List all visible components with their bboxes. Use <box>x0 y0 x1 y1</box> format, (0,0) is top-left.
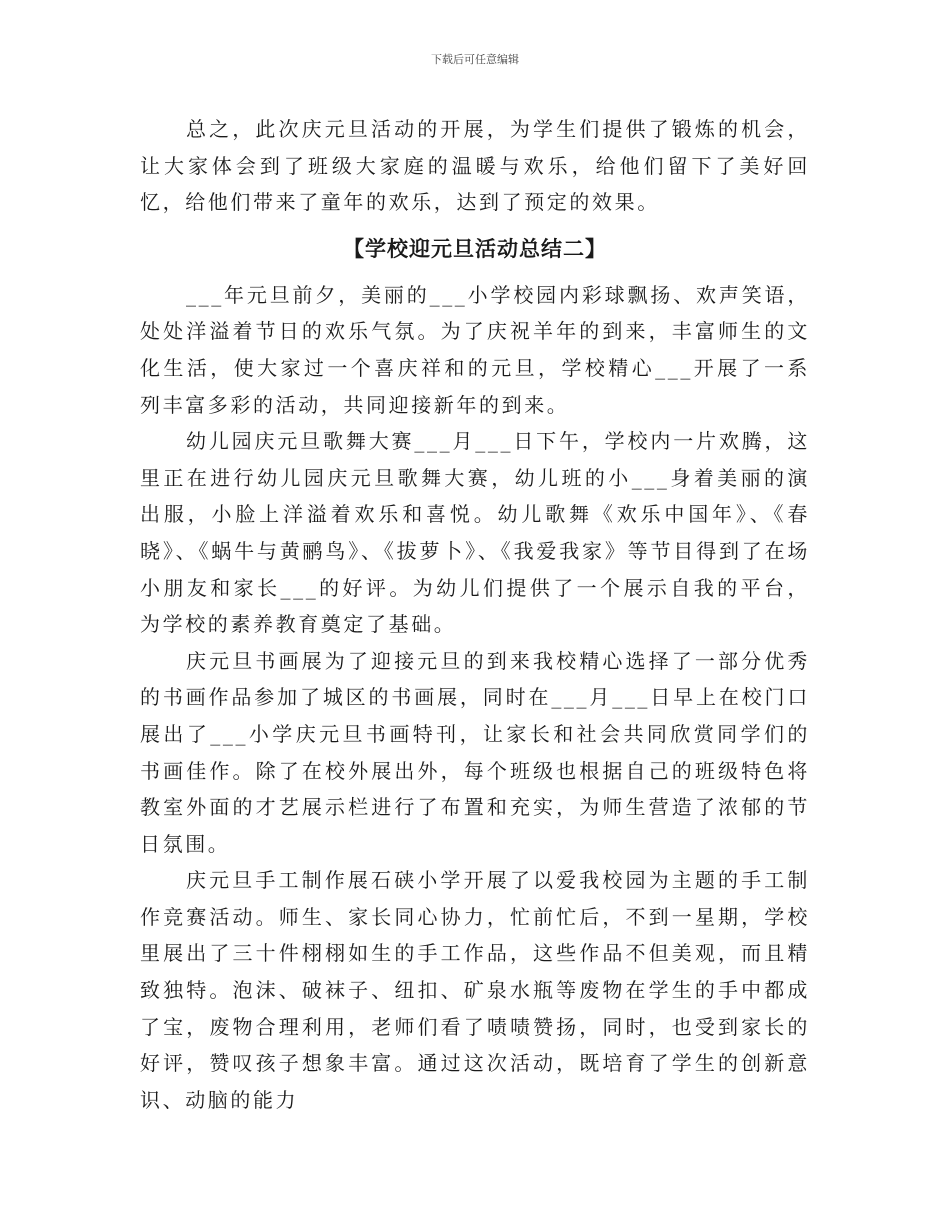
document-body <box>140 111 810 1118</box>
section-heading: 【学校迎元旦活动总结二】 <box>343 236 607 261</box>
paragraph-calligraphy-exhibition: 庆元旦书画展为了迎接元旦的到来我校精心选择了一部分优秀的书画作品参加了城区的书画展，同时在___月___日早上在校门口展出了___小学庆元旦书画特刊，让家长和社会共同欣赏同学们的书画佳作。除了在校外展出外，每个班级也根据自己的班级特色将教室外面的才艺展示栏进行了布置和充实，为师生营造了浓郁的节日氛围。 <box>140 648 810 856</box>
page-header: 下载后可任意编辑 <box>431 53 519 66</box>
paragraph-handicraft-exhibition: 庆元旦手工制作展石硖小学开展了以爱我校园为主题的手工制作竞赛活动。师生、家长同心协力，忙前忙后，不到一星期，学校里展出了三十件栩栩如生的手工作品，这些作品不但美观，而且精致独特。泡沫、破袜子、纽扣、矿泉水瓶等废物在学生的手中都成了宝，废物合理利用，老师们看了啧啧赞扬，同时，也受到家长的好评，赞叹孩子想象丰富。通过这次活动，既培育了学生的创新意识、动脑的能力 <box>140 868 810 1112</box>
paragraph-dance-contest: 幼儿园庆元旦歌舞大赛___月___日下午，学校内一片欢腾，这里正在进行幼儿园庆元旦歌舞大赛，幼儿班的小___身着美丽的演出服，小脸上洋溢着欢乐和喜悦。幼儿歌舞《欢乐中国年》、《春晓》、《蜗牛与黄鹂鸟》、《拔萝卜》、《我爱我家》等节目得到了在场小朋友和家长___的好评。为幼儿们提供了一个展示自我的平台，为学校的素养教育奠定了基础。 <box>140 429 810 637</box>
paragraph-intro: ___年元旦前夕，美丽的___小学校园内彩球飘扬、欢声笑语，处处洋溢着节日的欢乐气氛。为了庆祝羊年的到来，丰富师生的文化生活，使大家过一个喜庆祥和的元旦，学校精心___开展了一系列丰富多彩的活动，共同迎接新年的到来。 <box>140 282 810 417</box>
paragraph-conclusion: 总之，此次庆元旦活动的开展，为学生们提供了锻炼的机会，让大家体会到了班级大家庭的温暖与欢乐，给他们留下了美好回忆，给他们带来了童年的欢乐，达到了预定的效果。 <box>140 117 810 215</box>
